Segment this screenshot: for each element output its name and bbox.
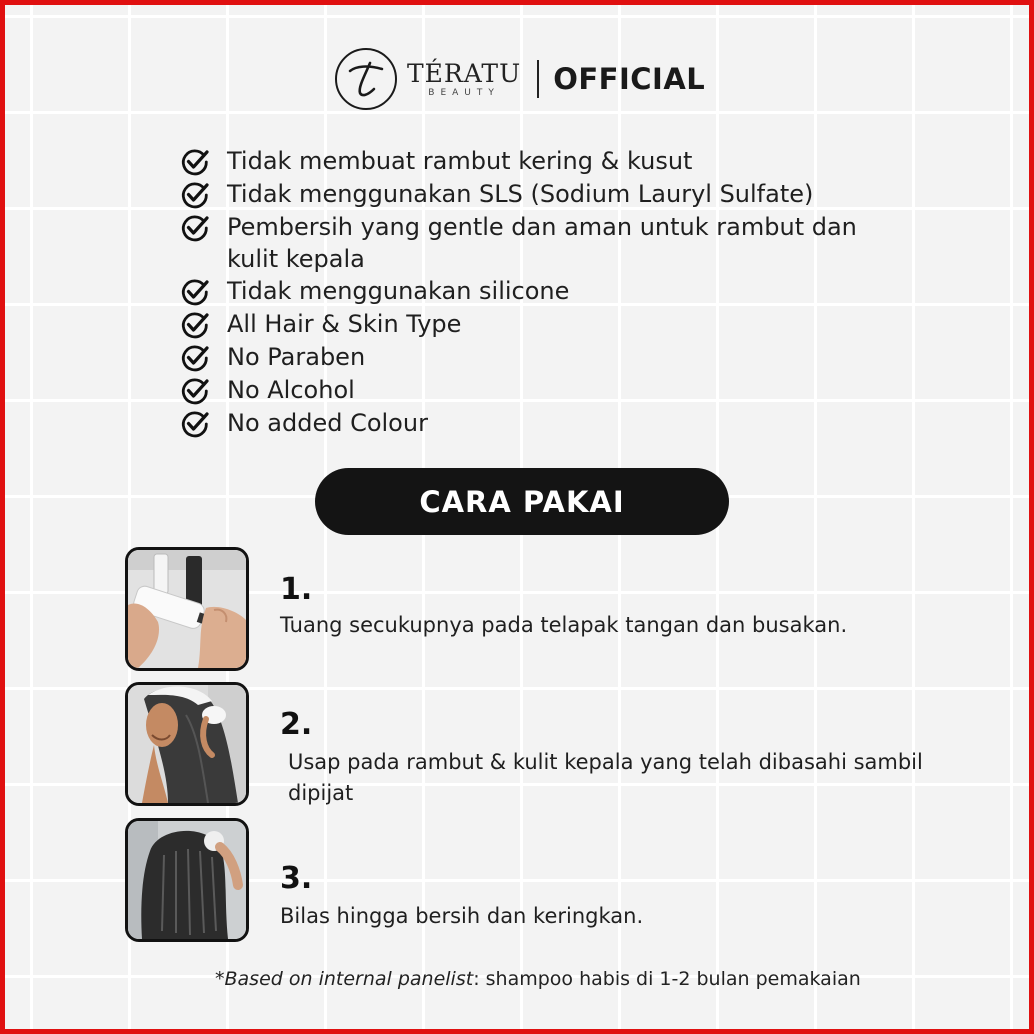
- step-1-number: 1.: [280, 572, 313, 607]
- benefit-text: All Hair & Skin Type: [227, 310, 462, 338]
- step-1-text: Tuang secukupnya pada telapak tangan dan busakan.: [280, 613, 848, 637]
- step-1-photo: [125, 547, 249, 671]
- step-2-photo: [125, 682, 249, 806]
- brand-logo: [335, 47, 705, 111]
- brand-subtitle: BEAUTY: [428, 88, 500, 98]
- brand-divider: [537, 60, 539, 98]
- footnote-rest: : shampoo habis di 1-2 bulan pemakaian: [473, 968, 861, 990]
- benefit-text: No added Colour: [227, 409, 428, 437]
- check-circle-icon: [179, 276, 211, 308]
- teratu-logo-icon: [335, 48, 397, 110]
- step-3-number: 3.: [280, 861, 313, 896]
- step-2-number: 2.: [280, 707, 313, 742]
- footnote-italic: *Based on internal panelist: [215, 968, 474, 990]
- benefit-item: [179, 211, 899, 275]
- benefit-text: Tidak menggunakan SLS (Sodium Lauryl Sulfate): [227, 180, 814, 208]
- check-circle-icon: [179, 408, 211, 440]
- step-3-photo: [125, 818, 249, 942]
- benefit-text: Tidak membuat rambut kering & kusut: [227, 147, 693, 175]
- footnote: [215, 968, 861, 990]
- benefits-list: [179, 145, 899, 440]
- cara-pakai-banner: [315, 468, 729, 535]
- benefit-text: No Alcohol: [227, 376, 355, 404]
- check-circle-icon: [179, 375, 211, 407]
- step-3-text: Bilas hingga bersih dan keringkan.: [280, 904, 644, 928]
- check-circle-icon: [179, 342, 211, 374]
- benefit-item: [179, 407, 899, 440]
- brand-name: TÉRATU: [407, 59, 522, 88]
- brand-wordmark: [407, 60, 521, 98]
- check-circle-icon: [179, 309, 211, 341]
- section-title: CARA PAKAI: [419, 484, 625, 519]
- benefit-item: [179, 145, 899, 178]
- check-circle-icon: [179, 146, 211, 178]
- benefit-item: [179, 178, 899, 211]
- check-circle-icon: [179, 212, 211, 244]
- benefit-text: No Paraben: [227, 343, 366, 371]
- benefit-text: Pembersih yang gentle dan aman untuk rambut dan kulit kepala: [227, 213, 857, 273]
- benefit-item: [179, 374, 899, 407]
- step-2-text: Usap pada rambut & kulit kepala yang telah dibasahi sambil dipijat: [288, 750, 923, 805]
- check-circle-icon: [179, 179, 211, 211]
- brand-official-label: OFFICIAL: [553, 62, 706, 96]
- benefit-text: Tidak menggunakan silicone: [227, 277, 570, 305]
- benefit-item: [179, 341, 899, 374]
- benefit-item: [179, 308, 899, 341]
- benefit-item: [179, 275, 899, 308]
